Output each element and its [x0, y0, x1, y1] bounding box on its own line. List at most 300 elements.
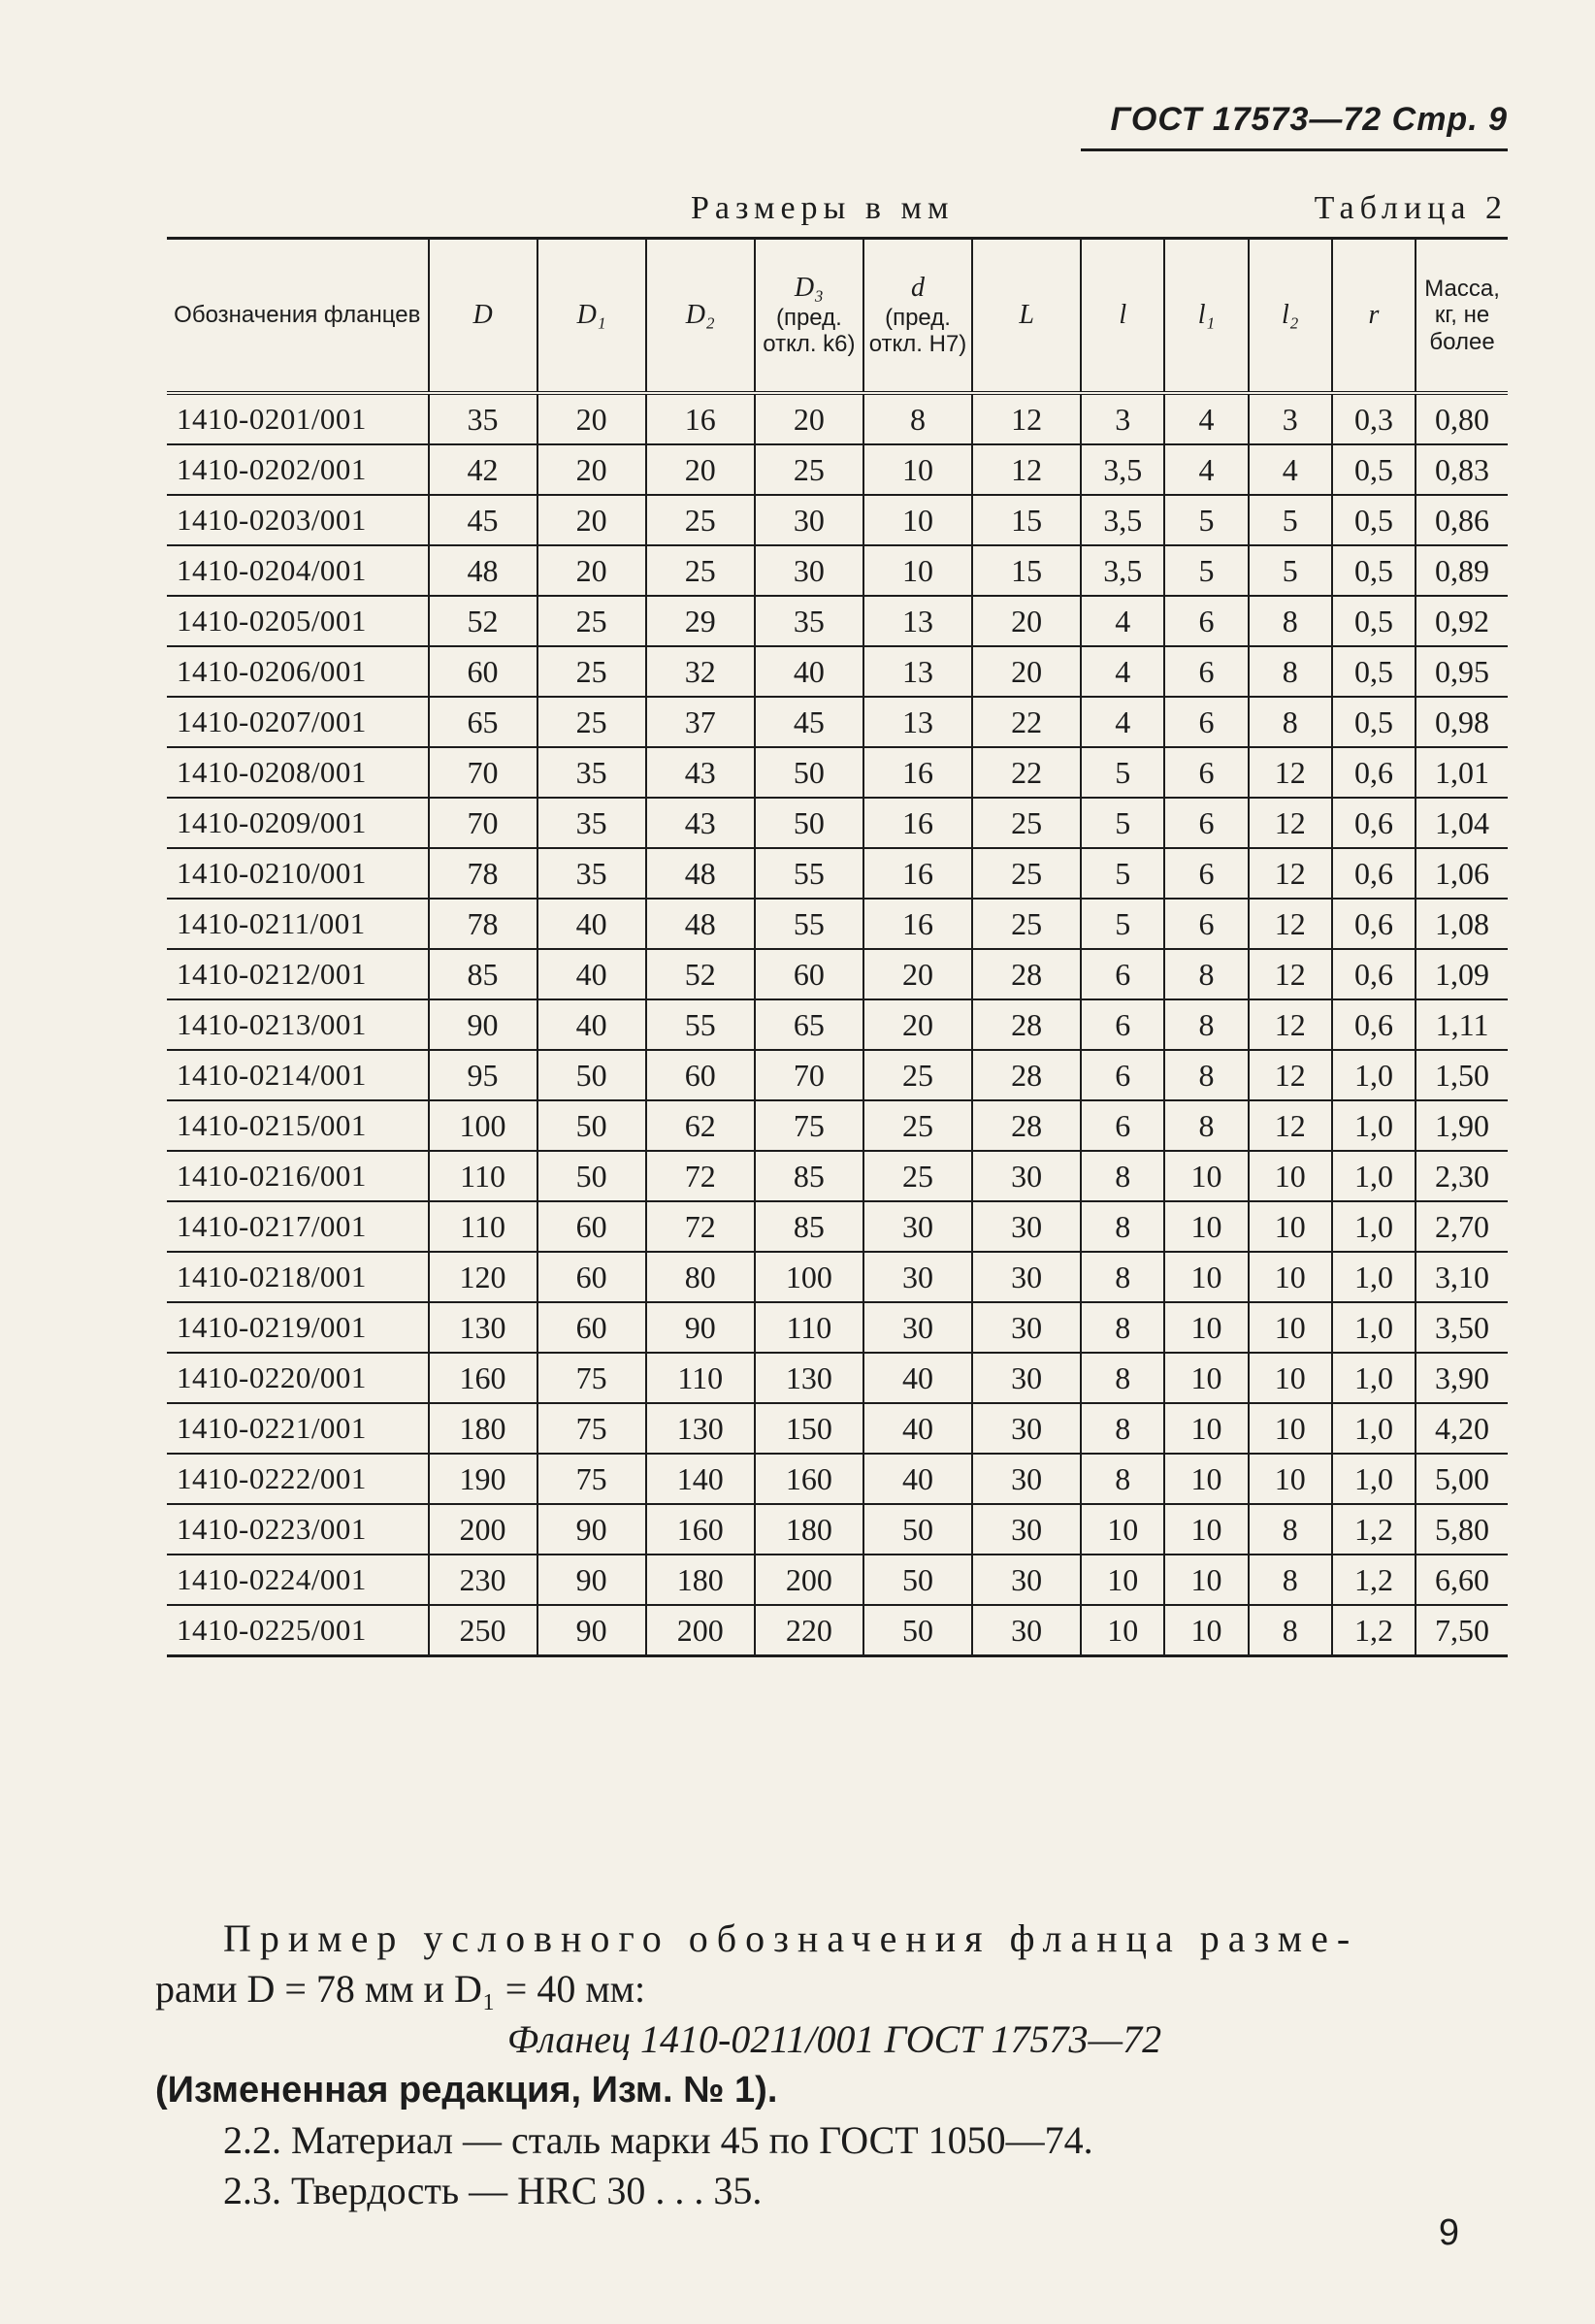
cell-d-outer: 95: [429, 1050, 537, 1100]
cell-d2: 48: [646, 899, 755, 949]
cell-mass: 2,30: [1416, 1151, 1508, 1201]
cell-d1: 25: [537, 596, 646, 646]
cell-r: 0,3: [1332, 393, 1416, 444]
cell-l2: 10: [1249, 1353, 1332, 1403]
cell-mass: 1,01: [1416, 747, 1508, 798]
cell-designation: 1410-0222/001: [167, 1454, 429, 1504]
cell-designation: 1410-0208/001: [167, 747, 429, 798]
cell-l: 8: [1081, 1151, 1164, 1201]
cell-d3: 65: [755, 999, 863, 1050]
header-length-l-upper-symbol: L: [1019, 299, 1034, 330]
cell-length-l-upper: 30: [972, 1504, 1081, 1555]
cell-d1: 60: [537, 1302, 646, 1353]
table-row: [167, 1050, 1508, 1100]
cell-d3: 55: [755, 899, 863, 949]
cell-bore-d: 25: [863, 1100, 972, 1151]
table-row: [167, 393, 1508, 444]
cell-l2: 12: [1249, 999, 1332, 1050]
cell-length-l-upper: 30: [972, 1454, 1081, 1504]
cell-d3: 50: [755, 798, 863, 848]
cell-l: 3: [1081, 393, 1164, 444]
cell-bore-d: 50: [863, 1555, 972, 1605]
cell-d3: 85: [755, 1201, 863, 1252]
cell-d1: 50: [537, 1050, 646, 1100]
table-row: [167, 747, 1508, 798]
cell-d1: 60: [537, 1201, 646, 1252]
cell-length-l-upper: 20: [972, 646, 1081, 697]
cell-l2: 12: [1249, 899, 1332, 949]
cell-bore-d: 13: [863, 646, 972, 697]
header-l2-symbol: l₂: [1281, 299, 1299, 330]
header-l-symbol: l: [1119, 299, 1127, 330]
header-l1: [1164, 239, 1248, 394]
cell-bore-d: 40: [863, 1403, 972, 1454]
cell-mass: 5,00: [1416, 1454, 1508, 1504]
cell-mass: 1,11: [1416, 999, 1508, 1050]
cell-l: 4: [1081, 646, 1164, 697]
cell-d-outer: 100: [429, 1100, 537, 1151]
cell-d2: 90: [646, 1302, 755, 1353]
cell-l2: 4: [1249, 444, 1332, 495]
cell-d3: 30: [755, 495, 863, 545]
page-number: 9: [1438, 2212, 1459, 2253]
cell-d3: 20: [755, 393, 863, 444]
cell-d2: 72: [646, 1201, 755, 1252]
cell-d2: 200: [646, 1605, 755, 1656]
cell-d1: 20: [537, 393, 646, 444]
header-l: [1081, 239, 1164, 394]
cell-d-outer: 250: [429, 1605, 537, 1656]
table-row: [167, 444, 1508, 495]
cell-d3: 85: [755, 1151, 863, 1201]
cell-designation: 1410-0203/001: [167, 495, 429, 545]
table-row: [167, 1252, 1508, 1302]
cell-d-outer: 190: [429, 1454, 537, 1504]
cell-d1: 35: [537, 747, 646, 798]
cell-l1: 10: [1164, 1201, 1248, 1252]
cell-l1: 10: [1164, 1252, 1248, 1302]
cell-designation: 1410-0219/001: [167, 1302, 429, 1353]
cell-bore-d: 10: [863, 495, 972, 545]
cell-d-outer: 45: [429, 495, 537, 545]
cell-l1: 10: [1164, 1605, 1248, 1656]
cell-length-l-upper: 30: [972, 1555, 1081, 1605]
example-text-line1: Пример условного обозначения фланца разме-: [223, 1916, 1359, 1960]
cell-l: 8: [1081, 1201, 1164, 1252]
cell-l2: 5: [1249, 545, 1332, 596]
cell-length-l-upper: 28: [972, 1050, 1081, 1100]
cell-d3: 40: [755, 646, 863, 697]
cell-bore-d: 13: [863, 596, 972, 646]
cell-mass: 0,92: [1416, 596, 1508, 646]
cell-d3: 150: [755, 1403, 863, 1454]
cell-mass: 3,10: [1416, 1252, 1508, 1302]
cell-mass: 2,70: [1416, 1201, 1508, 1252]
cell-mass: 3,90: [1416, 1353, 1508, 1403]
cell-designation: 1410-0213/001: [167, 999, 429, 1050]
cell-r: 1,0: [1332, 1454, 1416, 1504]
cell-d-outer: 70: [429, 798, 537, 848]
cell-designation: 1410-0206/001: [167, 646, 429, 697]
hardness-clause: 2.3. Твердость — HRC 30 . . . 35.: [223, 2169, 763, 2212]
cell-mass: 6,60: [1416, 1555, 1508, 1605]
example-text-line2: рами D = 78 мм и D₁ = 40 мм:: [155, 1967, 646, 2011]
cell-d3: 45: [755, 697, 863, 747]
cell-designation: 1410-0216/001: [167, 1151, 429, 1201]
cell-designation: 1410-0204/001: [167, 545, 429, 596]
cell-d-outer: 110: [429, 1201, 537, 1252]
cell-d-outer: 65: [429, 697, 537, 747]
table-row: [167, 1504, 1508, 1555]
cell-length-l-upper: 20: [972, 596, 1081, 646]
cell-bore-d: 16: [863, 899, 972, 949]
cell-l: 6: [1081, 1100, 1164, 1151]
cell-d-outer: 230: [429, 1555, 537, 1605]
cell-designation: 1410-0224/001: [167, 1555, 429, 1605]
cell-d3: 35: [755, 596, 863, 646]
cell-l2: 5: [1249, 495, 1332, 545]
cell-bore-d: 30: [863, 1252, 972, 1302]
cell-d3: 180: [755, 1504, 863, 1555]
units-caption: Размеры в мм: [691, 190, 955, 226]
cell-bore-d: 30: [863, 1302, 972, 1353]
cell-d-outer: 60: [429, 646, 537, 697]
cell-d1: 75: [537, 1403, 646, 1454]
cell-mass: 1,04: [1416, 798, 1508, 848]
table-header-row: [167, 239, 1508, 394]
cell-length-l-upper: 25: [972, 848, 1081, 899]
cell-mass: 0,89: [1416, 545, 1508, 596]
table-row: [167, 1454, 1508, 1504]
cell-mass: 3,50: [1416, 1302, 1508, 1353]
cell-bore-d: 10: [863, 444, 972, 495]
cell-d1: 90: [537, 1605, 646, 1656]
cell-length-l-upper: 12: [972, 444, 1081, 495]
cell-bore-d: 25: [863, 1151, 972, 1201]
cell-r: 0,6: [1332, 999, 1416, 1050]
cell-d2: 37: [646, 697, 755, 747]
cell-l2: 12: [1249, 848, 1332, 899]
cell-designation: 1410-0220/001: [167, 1353, 429, 1403]
cell-d1: 75: [537, 1353, 646, 1403]
cell-l2: 8: [1249, 1605, 1332, 1656]
cell-r: 1,2: [1332, 1555, 1416, 1605]
table-body: [167, 393, 1508, 1656]
cell-r: 1,0: [1332, 1302, 1416, 1353]
cell-mass: 7,50: [1416, 1605, 1508, 1656]
cell-d1: 35: [537, 848, 646, 899]
cell-l2: 8: [1249, 1555, 1332, 1605]
cell-r: 0,5: [1332, 545, 1416, 596]
cell-d2: 43: [646, 747, 755, 798]
table-row: [167, 646, 1508, 697]
cell-d2: 48: [646, 848, 755, 899]
header-bore-d-symbol: d: [910, 273, 925, 304]
cell-designation: 1410-0212/001: [167, 949, 429, 999]
table-row: [167, 697, 1508, 747]
flange-dimensions-table: [167, 237, 1508, 1657]
header-l2: [1249, 239, 1332, 394]
cell-bore-d: 13: [863, 697, 972, 747]
cell-mass: 0,95: [1416, 646, 1508, 697]
cell-d2: 32: [646, 646, 755, 697]
cell-l2: 10: [1249, 1151, 1332, 1201]
cell-d1: 50: [537, 1151, 646, 1201]
cell-d3: 60: [755, 949, 863, 999]
cell-r: 0,5: [1332, 495, 1416, 545]
cell-d-outer: 78: [429, 899, 537, 949]
table-row: [167, 1100, 1508, 1151]
cell-d3: 100: [755, 1252, 863, 1302]
cell-d3: 50: [755, 747, 863, 798]
cell-d-outer: 52: [429, 596, 537, 646]
cell-bore-d: 16: [863, 747, 972, 798]
header-r-symbol: r: [1368, 299, 1380, 330]
cell-l2: 10: [1249, 1201, 1332, 1252]
cell-designation: 1410-0201/001: [167, 393, 429, 444]
cell-l1: 6: [1164, 848, 1248, 899]
cell-bore-d: 8: [863, 393, 972, 444]
cell-l2: 10: [1249, 1454, 1332, 1504]
cell-r: 1,0: [1332, 1252, 1416, 1302]
cell-r: 0,5: [1332, 444, 1416, 495]
cell-l: 5: [1081, 899, 1164, 949]
cell-bore-d: 10: [863, 545, 972, 596]
cell-bore-d: 16: [863, 798, 972, 848]
cell-r: 1,2: [1332, 1504, 1416, 1555]
cell-d2: 72: [646, 1151, 755, 1201]
header-designation: Обозначения фланцев: [167, 239, 429, 394]
cell-l1: 5: [1164, 545, 1248, 596]
cell-l: 8: [1081, 1252, 1164, 1302]
cell-d1: 40: [537, 999, 646, 1050]
cell-d-outer: 200: [429, 1504, 537, 1555]
cell-r: 1,0: [1332, 1050, 1416, 1100]
cell-length-l-upper: 28: [972, 1100, 1081, 1151]
cell-l: 6: [1081, 1050, 1164, 1100]
header-length-l-upper: [972, 239, 1081, 394]
cell-r: 1,0: [1332, 1353, 1416, 1403]
cell-l2: 3: [1249, 393, 1332, 444]
cell-d2: 16: [646, 393, 755, 444]
cell-d3: 70: [755, 1050, 863, 1100]
cell-d1: 90: [537, 1555, 646, 1605]
cell-length-l-upper: 25: [972, 899, 1081, 949]
cell-d2: 25: [646, 545, 755, 596]
cell-l: 8: [1081, 1302, 1164, 1353]
cell-d2: 52: [646, 949, 755, 999]
cell-l: 5: [1081, 848, 1164, 899]
cell-d-outer: 90: [429, 999, 537, 1050]
cell-designation: 1410-0209/001: [167, 798, 429, 848]
table-row: [167, 1302, 1508, 1353]
cell-l1: 5: [1164, 495, 1248, 545]
cell-d-outer: 160: [429, 1353, 537, 1403]
table-row: [167, 848, 1508, 899]
flange-table-wrapper: [167, 237, 1508, 1657]
cell-d2: 80: [646, 1252, 755, 1302]
cell-d3: 55: [755, 848, 863, 899]
cell-l1: 8: [1164, 999, 1248, 1050]
cell-l1: 10: [1164, 1151, 1248, 1201]
cell-l: 5: [1081, 747, 1164, 798]
cell-mass: 5,80: [1416, 1504, 1508, 1555]
cell-d1: 25: [537, 646, 646, 697]
cell-d1: 40: [537, 949, 646, 999]
cell-d2: 140: [646, 1454, 755, 1504]
header-d3-symbol: D₃: [794, 273, 824, 304]
cell-d2: 29: [646, 596, 755, 646]
header-d3: [755, 239, 863, 394]
cell-designation: 1410-0202/001: [167, 444, 429, 495]
notes-section: [155, 1914, 1514, 2216]
cell-l2: 8: [1249, 596, 1332, 646]
cell-d2: 55: [646, 999, 755, 1050]
cell-length-l-upper: 12: [972, 393, 1081, 444]
table-row: [167, 1403, 1508, 1454]
cell-d1: 40: [537, 899, 646, 949]
cell-bore-d: 25: [863, 1050, 972, 1100]
cell-l1: 6: [1164, 697, 1248, 747]
cell-d3: 130: [755, 1353, 863, 1403]
cell-l2: 8: [1249, 697, 1332, 747]
cell-bore-d: 50: [863, 1504, 972, 1555]
example-designation: Фланец 1410-0211/001 ГОСТ 17573—72: [506, 2017, 1162, 2061]
cell-d1: 25: [537, 697, 646, 747]
cell-l1: 10: [1164, 1454, 1248, 1504]
running-header: ГОСТ 17573—72 Стр. 9: [1081, 101, 1508, 151]
cell-designation: 1410-0214/001: [167, 1050, 429, 1100]
cell-l1: 6: [1164, 798, 1248, 848]
cell-l2: 12: [1249, 949, 1332, 999]
cell-r: 0,5: [1332, 596, 1416, 646]
cell-bore-d: 16: [863, 848, 972, 899]
header-d3-tolerance: (пред. откл. k6): [763, 304, 856, 358]
cell-r: 0,6: [1332, 949, 1416, 999]
cell-length-l-upper: 22: [972, 697, 1081, 747]
cell-length-l-upper: 30: [972, 1353, 1081, 1403]
cell-l: 10: [1081, 1555, 1164, 1605]
cell-bore-d: 20: [863, 949, 972, 999]
cell-l1: 10: [1164, 1504, 1248, 1555]
cell-d2: 60: [646, 1050, 755, 1100]
cell-l: 4: [1081, 697, 1164, 747]
cell-l2: 12: [1249, 798, 1332, 848]
cell-bore-d: 30: [863, 1201, 972, 1252]
cell-designation: 1410-0215/001: [167, 1100, 429, 1151]
cell-l: 3,5: [1081, 444, 1164, 495]
table-row: [167, 1605, 1508, 1656]
cell-r: 1,2: [1332, 1605, 1416, 1656]
cell-d-outer: 42: [429, 444, 537, 495]
cell-length-l-upper: 30: [972, 1151, 1081, 1201]
cell-bore-d: 40: [863, 1454, 972, 1504]
cell-l2: 8: [1249, 646, 1332, 697]
cell-designation: 1410-0221/001: [167, 1403, 429, 1454]
cell-d3: 220: [755, 1605, 863, 1656]
cell-d3: 160: [755, 1454, 863, 1504]
cell-d2: 43: [646, 798, 755, 848]
cell-d3: 110: [755, 1302, 863, 1353]
cell-designation: 1410-0211/001: [167, 899, 429, 949]
cell-d-outer: 85: [429, 949, 537, 999]
cell-length-l-upper: 30: [972, 1201, 1081, 1252]
cell-length-l-upper: 30: [972, 1403, 1081, 1454]
cell-designation: 1410-0223/001: [167, 1504, 429, 1555]
cell-length-l-upper: 15: [972, 495, 1081, 545]
cell-r: 1,0: [1332, 1151, 1416, 1201]
header-r: [1332, 239, 1416, 394]
cell-l: 8: [1081, 1403, 1164, 1454]
table-row: [167, 545, 1508, 596]
cell-d-outer: 130: [429, 1302, 537, 1353]
cell-d1: 20: [537, 545, 646, 596]
cell-d2: 110: [646, 1353, 755, 1403]
header-d2-symbol: D₂: [685, 299, 715, 330]
cell-d-outer: 70: [429, 747, 537, 798]
cell-l1: 6: [1164, 899, 1248, 949]
cell-mass: 1,90: [1416, 1100, 1508, 1151]
cell-d3: 75: [755, 1100, 863, 1151]
table-caption: [167, 190, 1508, 229]
cell-l1: 6: [1164, 596, 1248, 646]
cell-l2: 12: [1249, 1100, 1332, 1151]
cell-mass: 1,09: [1416, 949, 1508, 999]
cell-l1: 4: [1164, 444, 1248, 495]
table-row: [167, 999, 1508, 1050]
cell-d1: 35: [537, 798, 646, 848]
cell-d2: 20: [646, 444, 755, 495]
cell-r: 0,6: [1332, 848, 1416, 899]
cell-l2: 10: [1249, 1302, 1332, 1353]
table-number: Таблица 2: [1314, 190, 1508, 226]
material-clause: 2.2. Материал — сталь марки 45 по ГОСТ 1050—74.: [223, 2118, 1093, 2162]
cell-d2: 130: [646, 1403, 755, 1454]
cell-l1: 10: [1164, 1353, 1248, 1403]
cell-d3: 200: [755, 1555, 863, 1605]
cell-length-l-upper: 15: [972, 545, 1081, 596]
table-row: [167, 1201, 1508, 1252]
cell-length-l-upper: 30: [972, 1252, 1081, 1302]
cell-l1: 10: [1164, 1302, 1248, 1353]
cell-r: 0,5: [1332, 697, 1416, 747]
cell-l: 8: [1081, 1353, 1164, 1403]
cell-l: 5: [1081, 798, 1164, 848]
cell-l2: 10: [1249, 1252, 1332, 1302]
cell-l1: 8: [1164, 1100, 1248, 1151]
cell-designation: 1410-0218/001: [167, 1252, 429, 1302]
cell-d2: 62: [646, 1100, 755, 1151]
cell-l: 3,5: [1081, 495, 1164, 545]
header-bore-d: [863, 239, 972, 394]
cell-l1: 8: [1164, 949, 1248, 999]
cell-d2: 25: [646, 495, 755, 545]
cell-d1: 20: [537, 495, 646, 545]
cell-length-l-upper: 22: [972, 747, 1081, 798]
cell-designation: 1410-0205/001: [167, 596, 429, 646]
cell-mass: 0,80: [1416, 393, 1508, 444]
header-d2: [646, 239, 755, 394]
cell-mass: 1,50: [1416, 1050, 1508, 1100]
cell-mass: 1,08: [1416, 899, 1508, 949]
cell-r: 0,6: [1332, 899, 1416, 949]
cell-bore-d: 40: [863, 1353, 972, 1403]
cell-length-l-upper: 25: [972, 798, 1081, 848]
cell-mass: 0,83: [1416, 444, 1508, 495]
cell-mass: 1,06: [1416, 848, 1508, 899]
cell-l2: 12: [1249, 747, 1332, 798]
cell-l: 6: [1081, 949, 1164, 999]
